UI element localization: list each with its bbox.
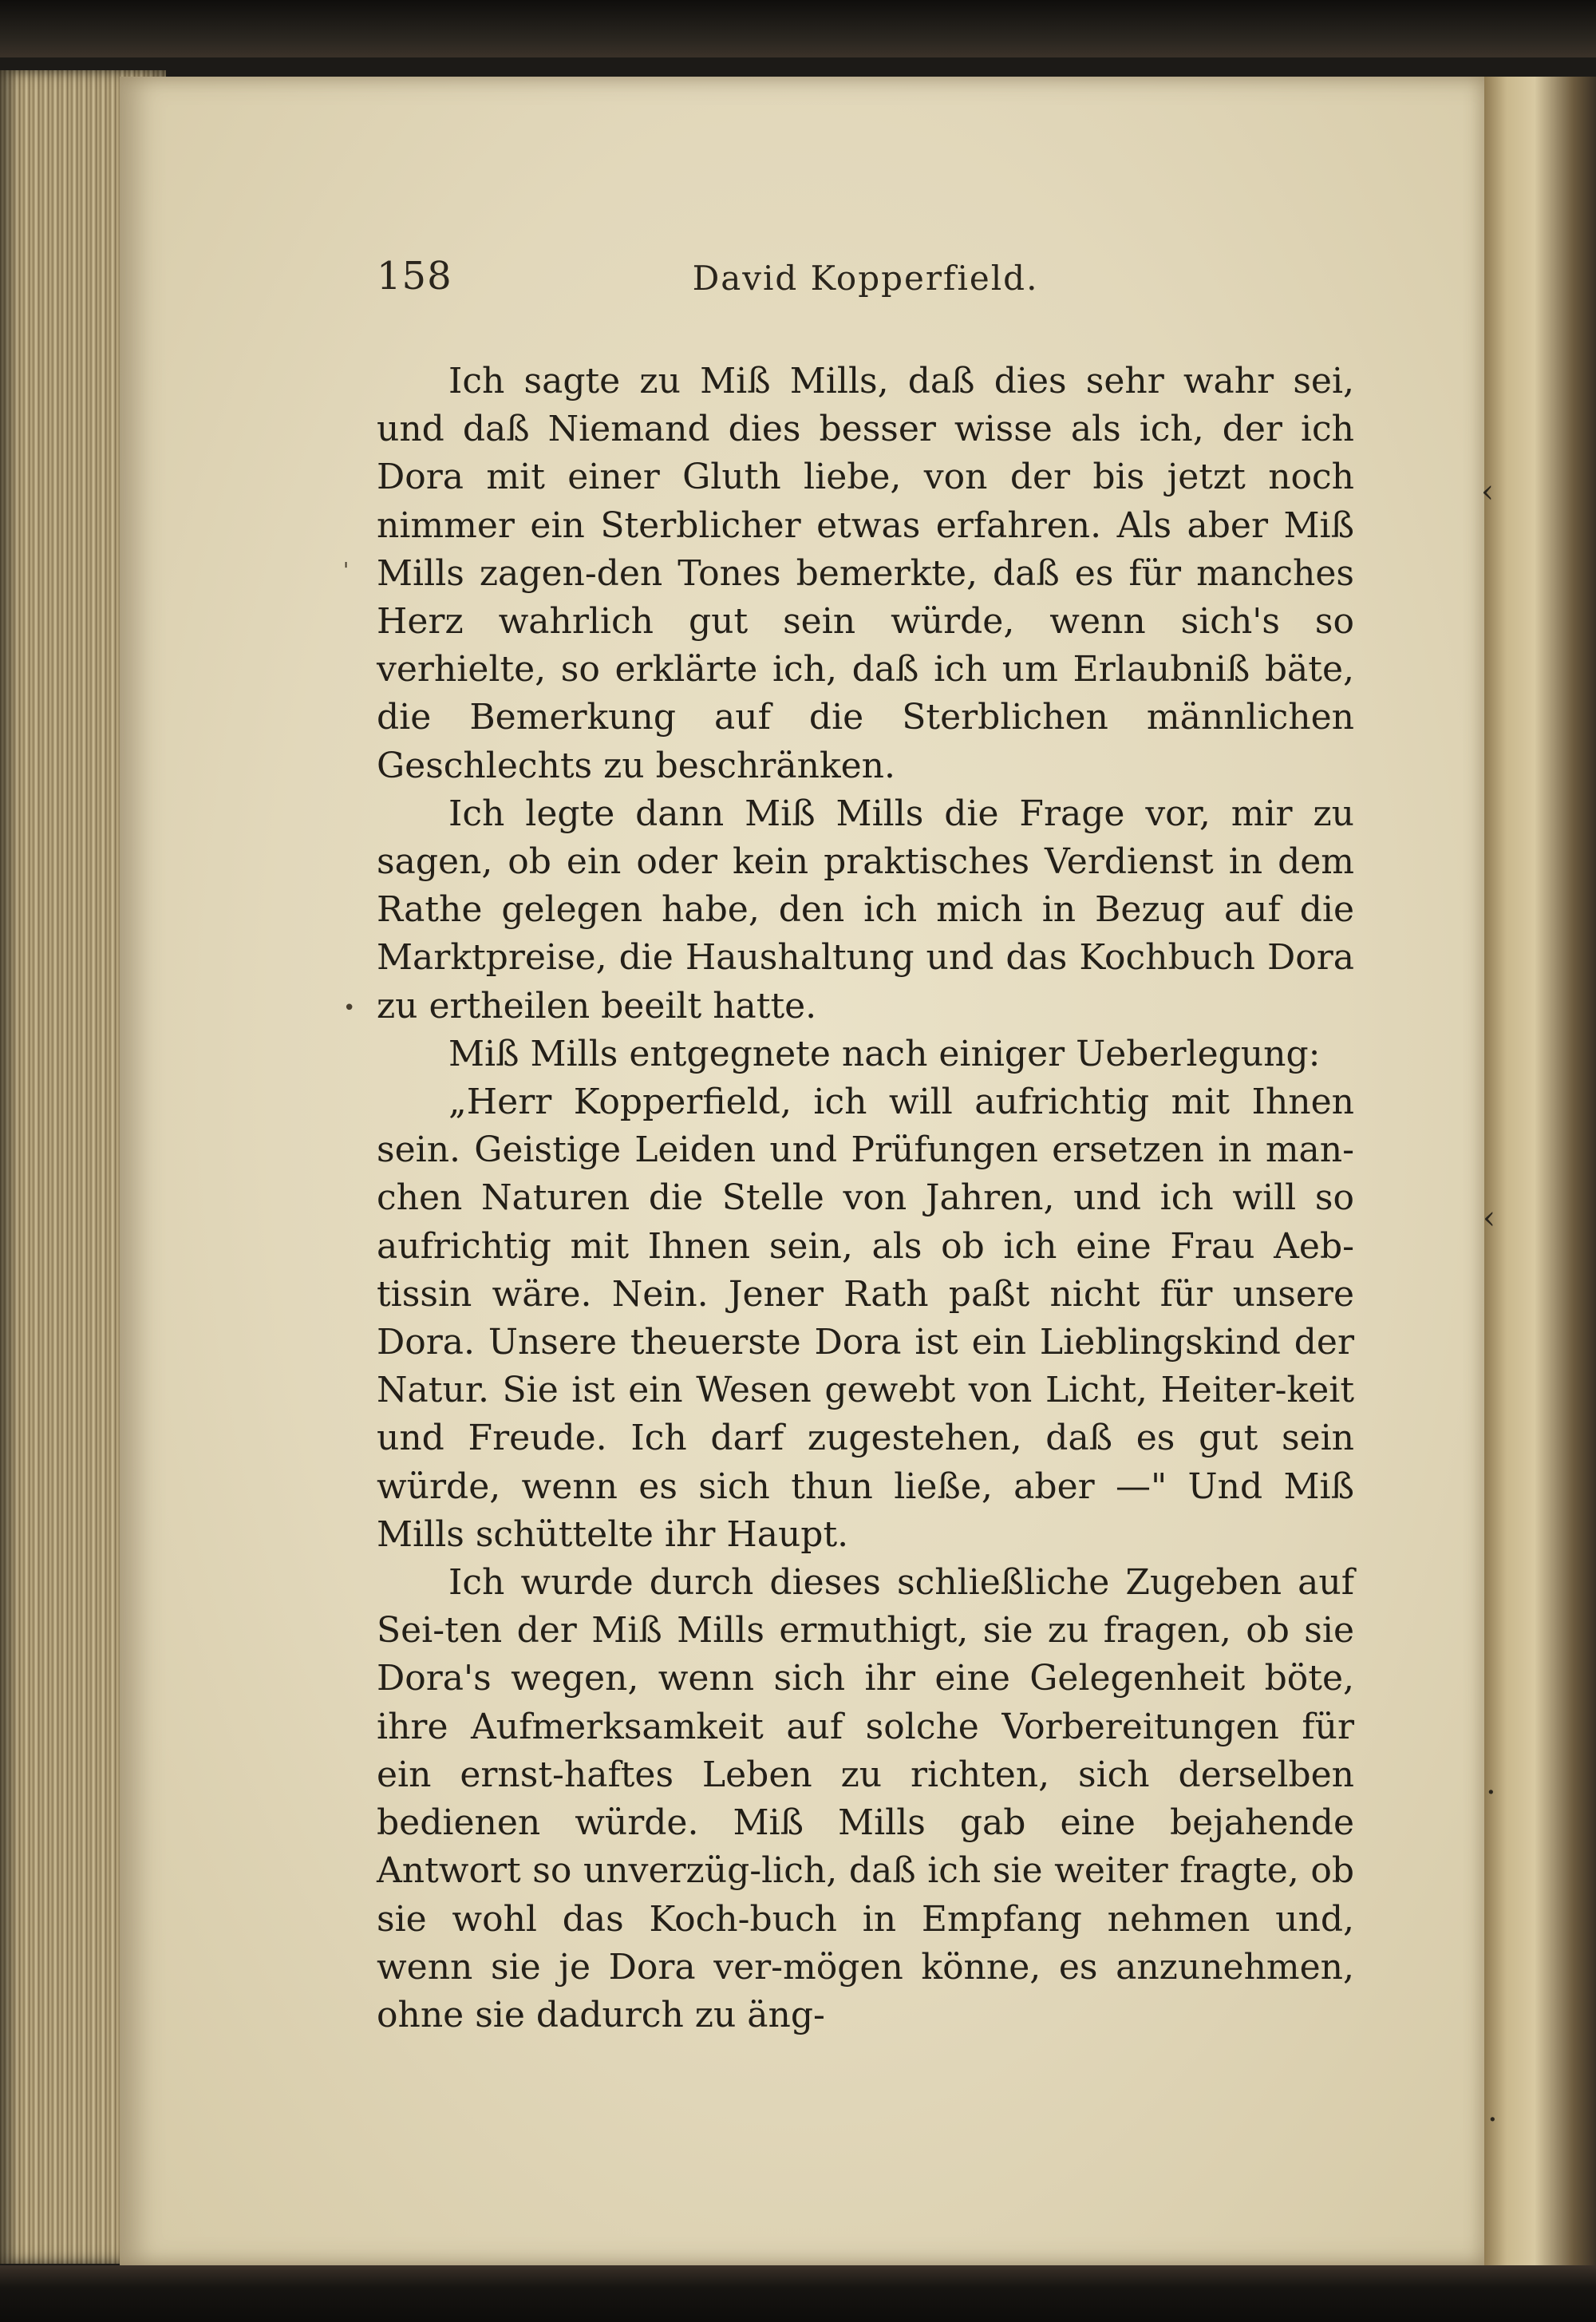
- speckle-icon: •: [343, 996, 356, 1020]
- paragraph: „Herr Kopperfield, ich will aufrichtig mit Ihnen sein. Geistige Leiden und Prüfungen ersetzen in man-chen Naturen die Stelle von Jahren, und ich will so aufrichtig mit Ihnen sein, als ob ich eine Frau Aeb-tissin wäre. Nein. Jener Rath paßt nicht für unsere Dora. Unsere theuerste Dora ist ein Lieblingskind der Natur. Sie ist ein Wesen gewebt von Licht, Heiter-keit und Freude. Ich darf zugestehen, daß es gut sein würde, wenn es sich thun ließe, aber —" Und Miß Mills schüttelte ihr Haupt.: [377, 1082, 1354, 1555]
- page-number: 158: [377, 254, 452, 299]
- paragraph: Ich legte dann Miß Mills die Frage vor, mir zu sagen, ob ein oder kein praktisches Verdienst in dem Rathe gelegen habe, den ich mich in Bezug auf die Marktpreise, die Haushaltung und das Kochbuch Dora zu ertheilen beeilt hatte.: [377, 793, 1354, 1027]
- book-bottom-shadow: [0, 2265, 1596, 2322]
- paragraph: Ich sagte zu Miß Mills, daß dies sehr wahr sei, und daß Niemand dies besser wisse als ich, der ich Dora mit einer Gluth liebe, von der bis jetzt noch nimmer ein Sterblicher etwas erfahren. Als aber Miß Mills zagen-den Tones bemerkte, daß es für manches Herz wahrlich gut sein würde, wenn sich's so verhielte, so erklärte ich, daß ich um Erlaubniß bäte, die Bemerkung auf die Sterblichen männlichen Geschlechts zu beschränken.: [377, 361, 1354, 786]
- paragraph: Ich wurde durch dieses schließliche Zugeben auf Sei-ten der Miß Mills ermuthigt, sie zu fragen, ob sie Dora's wegen, wenn sich ihr eine Gelegenheit böte, ihre Aufmerksamkeit auf solche Vorbereitungen für ein ernst-haftes Leben zu richten, sich derselben bedienen würde. Miß Mills gab eine bejahende Antwort so unverzüg-lich, daß ich sie weiter fragte, ob sie wohl das Koch-buch in Empfang nehmen und, wenn sie je Dora ver-mögen könne, es anzunehmen, ohne sie dadurch zu äng-: [377, 1562, 1354, 2035]
- margin-mark-icon: ‹: [1481, 473, 1494, 510]
- speckle-icon: ': [343, 559, 350, 583]
- margin-mark-icon: ‹: [1483, 1200, 1495, 1236]
- paragraph: Miß Mills entgegnete nach einiger Ueberlegung:: [448, 1033, 1321, 1074]
- running-title: David Kopperfield.: [692, 259, 1039, 298]
- book-gutter: [1481, 77, 1596, 2265]
- book-top-shadow: [0, 0, 1596, 57]
- page-header: [377, 254, 1354, 313]
- margin-mark-icon: ·: [1486, 1774, 1496, 1811]
- body-text: [377, 358, 1354, 2039]
- margin-mark-icon: ·: [1487, 2102, 1498, 2138]
